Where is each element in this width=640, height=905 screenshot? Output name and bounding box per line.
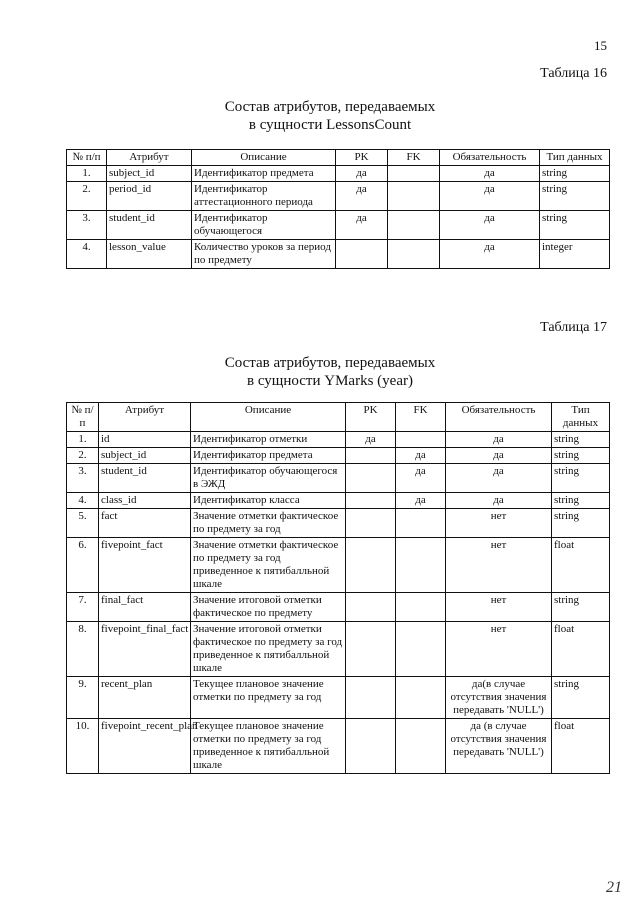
cell-num: 4.: [67, 240, 107, 269]
cell-attribute: subject_id: [99, 448, 191, 464]
table-16-caption-line1: Состав атрибутов, передаваемых: [224, 99, 436, 115]
cell-pk: [346, 593, 396, 622]
header-pk: PK: [346, 403, 396, 432]
cell-type: float: [552, 719, 610, 774]
cell-pk: [346, 448, 396, 464]
table-row: [67, 432, 610, 448]
table-row: [67, 448, 610, 464]
cell-pk: [346, 509, 396, 538]
cell-attribute: recent_plan: [99, 677, 191, 719]
cell-type: float: [552, 538, 610, 593]
cell-required: да(в случае отсутствия значения передавать 'NULL'): [446, 677, 552, 719]
cell-attribute: fivepoint_fact: [99, 538, 191, 593]
cell-attribute: fivepoint_recent_plan: [99, 719, 191, 774]
cell-num: 10.: [67, 719, 99, 774]
cell-required: да: [440, 211, 540, 240]
table-17-caption: [0, 354, 640, 390]
table-row: [67, 622, 610, 677]
cell-required: да: [446, 464, 552, 493]
table-row: [67, 464, 610, 493]
cell-fk: [396, 432, 446, 448]
header-attribute: Атрибут: [107, 150, 192, 166]
cell-type: string: [552, 593, 610, 622]
cell-type: integer: [540, 240, 610, 269]
cell-attribute: fact: [99, 509, 191, 538]
table-row: [67, 166, 610, 182]
cell-fk: [396, 538, 446, 593]
cell-type: string: [552, 677, 610, 719]
cell-num: 4.: [67, 493, 99, 509]
header-pk: PK: [336, 150, 388, 166]
cell-fk: [388, 182, 440, 211]
table-16: [66, 149, 610, 269]
cell-pk: да: [346, 432, 396, 448]
cell-num: 3.: [67, 211, 107, 240]
cell-fk: [388, 166, 440, 182]
cell-num: 8.: [67, 622, 99, 677]
cell-pk: да: [336, 211, 388, 240]
table-row: [67, 677, 610, 719]
table-16-header-row: [67, 150, 610, 166]
cell-description: Текущее плановое значение отметки по предмету за год приведенное к пятибалльной шкале: [191, 719, 346, 774]
page-number: 15: [594, 38, 607, 53]
cell-type: string: [540, 166, 610, 182]
cell-pk: да: [336, 166, 388, 182]
cell-attribute: lesson_value: [107, 240, 192, 269]
cell-required: да: [446, 432, 552, 448]
cell-description: Идентификатор предмета: [192, 166, 336, 182]
cell-fk: [396, 509, 446, 538]
cell-attribute: class_id: [99, 493, 191, 509]
cell-required: да: [446, 448, 552, 464]
cell-num: 1.: [67, 166, 107, 182]
header-required: Обязательность: [446, 403, 552, 432]
table-17: [66, 402, 610, 774]
cell-type: string: [540, 182, 610, 211]
header-required: Обязательность: [440, 150, 540, 166]
cell-description: Значение итоговой отметки фактическое по предмету: [191, 593, 346, 622]
cell-fk: [396, 593, 446, 622]
cell-pk: [346, 719, 396, 774]
cell-attribute: subject_id: [107, 166, 192, 182]
cell-required: нет: [446, 538, 552, 593]
table-17-label: Таблица 17: [540, 320, 607, 335]
table-row: [67, 240, 610, 269]
cell-num: 9.: [67, 677, 99, 719]
cell-num: 7.: [67, 593, 99, 622]
cell-pk: [346, 677, 396, 719]
cell-type: float: [552, 622, 610, 677]
cell-pk: [336, 240, 388, 269]
cell-fk: да: [396, 493, 446, 509]
table-16-label: Таблица 16: [540, 66, 607, 81]
header-type: Тип данных: [552, 403, 610, 432]
header-description: Описание: [191, 403, 346, 432]
cell-description: Идентификатор обучающегося в ЭЖД: [191, 464, 346, 493]
cell-fk: [396, 719, 446, 774]
header-attribute: Атрибут: [99, 403, 191, 432]
cell-required: да: [440, 240, 540, 269]
cell-required: да: [446, 493, 552, 509]
cell-num: 5.: [67, 509, 99, 538]
header-fk: FK: [388, 150, 440, 166]
cell-type: string: [552, 464, 610, 493]
cell-attribute: id: [99, 432, 191, 448]
table-row: [67, 493, 610, 509]
cell-type: string: [552, 448, 610, 464]
cell-attribute: fivepoint_final_fact: [99, 622, 191, 677]
cell-fk: да: [396, 448, 446, 464]
cell-attribute: student_id: [99, 464, 191, 493]
cell-description: Идентификатор класса: [191, 493, 346, 509]
cell-pk: [346, 622, 396, 677]
cell-pk: [346, 464, 396, 493]
table-16-caption: [0, 98, 640, 134]
cell-description: Текущее плановое значение отметки по предмету за год: [191, 677, 346, 719]
cell-description: Количество уроков за период по предмету: [192, 240, 336, 269]
cell-description: Идентификатор обучающегося: [192, 211, 336, 240]
cell-required: да: [440, 182, 540, 211]
cell-type: string: [540, 211, 610, 240]
table-row: [67, 509, 610, 538]
cell-fk: [396, 677, 446, 719]
cell-num: 2.: [67, 448, 99, 464]
cell-num: 1.: [67, 432, 99, 448]
cell-attribute: final_fact: [99, 593, 191, 622]
cell-attribute: period_id: [107, 182, 192, 211]
cell-required: да: [440, 166, 540, 182]
table-row: [67, 211, 610, 240]
cell-required: нет: [446, 509, 552, 538]
table-row: [67, 182, 610, 211]
header-num: № п/п: [67, 403, 99, 432]
cell-description: Идентификатор аттестационного периода: [192, 182, 336, 211]
cell-description: Идентификатор предмета: [191, 448, 346, 464]
table-17-caption-line1: Состав атрибутов, передаваемых: [224, 355, 436, 371]
cell-required: нет: [446, 622, 552, 677]
table-17-header-row: [67, 403, 610, 432]
cell-description: Значение отметки фактическое по предмету за год: [191, 509, 346, 538]
cell-fk: [388, 240, 440, 269]
cell-description: Идентификатор отметки: [191, 432, 346, 448]
table-row: [67, 719, 610, 774]
cell-pk: [346, 538, 396, 593]
cell-num: 6.: [67, 538, 99, 593]
cell-pk: [346, 493, 396, 509]
cell-description: Значение отметки фактическое по предмету за год приведенное к пятибалльной шкале: [191, 538, 346, 593]
cell-required: да (в случае отсутствия значения передавать 'NULL'): [446, 719, 552, 774]
header-description: Описание: [192, 150, 336, 166]
table-16-caption-line2: в сущности LessonsCount: [248, 117, 412, 133]
cell-required: нет: [446, 593, 552, 622]
cell-fk: [396, 622, 446, 677]
signature-mark: 21: [606, 879, 622, 896]
cell-type: string: [552, 432, 610, 448]
cell-fk: [388, 211, 440, 240]
header-fk: FK: [396, 403, 446, 432]
cell-type: string: [552, 509, 610, 538]
cell-type: string: [552, 493, 610, 509]
table-row: [67, 593, 610, 622]
table-row: [67, 538, 610, 593]
cell-pk: да: [336, 182, 388, 211]
cell-num: 2.: [67, 182, 107, 211]
header-type: Тип данных: [540, 150, 610, 166]
table-17-caption-line2: в сущности YMarks (year): [247, 373, 413, 389]
cell-attribute: student_id: [107, 211, 192, 240]
header-num: № п/п: [67, 150, 107, 166]
cell-num: 3.: [67, 464, 99, 493]
cell-fk: да: [396, 464, 446, 493]
cell-description: Значение итоговой отметки фактическое по предмету за год приведенное к пятибалльной шкале: [191, 622, 346, 677]
